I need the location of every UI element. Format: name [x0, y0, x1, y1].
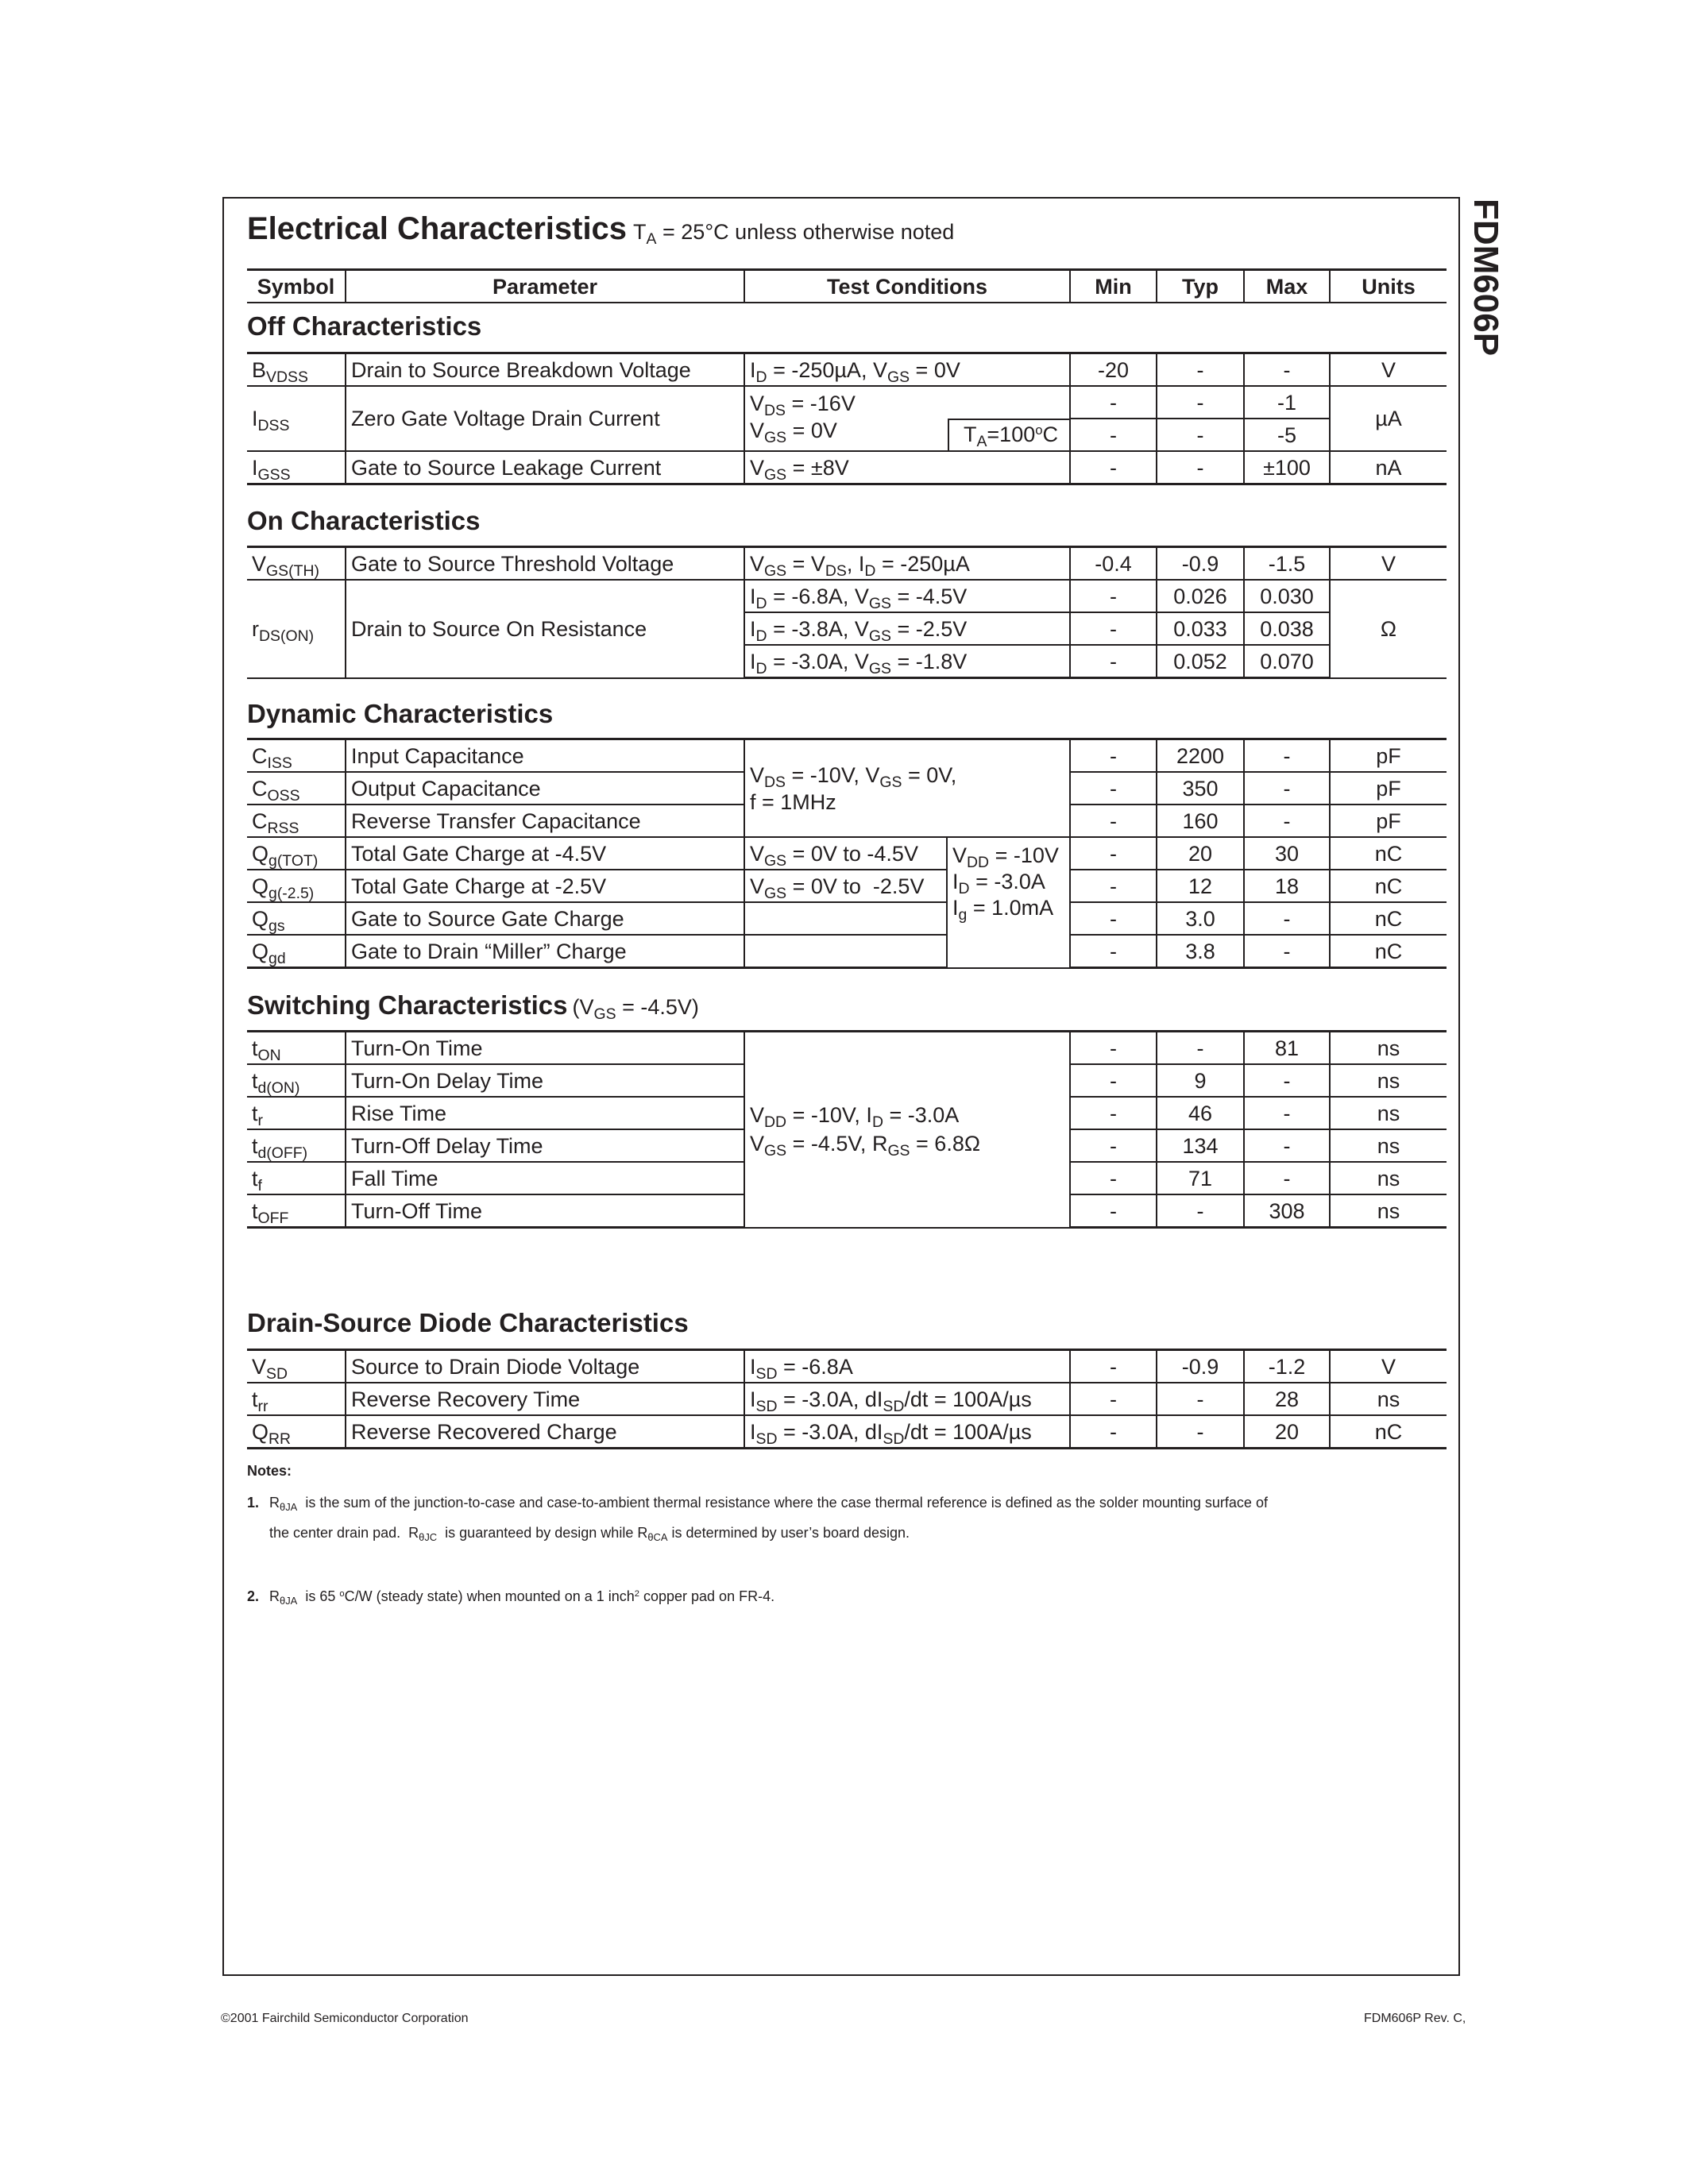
- param-cell: Input Capacitance: [346, 739, 744, 773]
- symbol-cell: $I_{DSS}$: [247, 386, 346, 451]
- unit-cell: nC: [1330, 902, 1447, 935]
- typ-cell: 3.8: [1157, 935, 1244, 968]
- unit-cell: nA: [1330, 451, 1447, 484]
- max-cell: 20: [1244, 1415, 1330, 1449]
- symbol-cell: $t_{rr}$: [247, 1383, 346, 1415]
- header-parameter: Parameter: [346, 270, 744, 303]
- unit-cell: V: [1330, 1350, 1447, 1383]
- unit-cell: nC: [1330, 935, 1447, 968]
- param-cell: Fall Time: [346, 1162, 744, 1194]
- header-table: [247, 268, 1447, 303]
- unit-cell: V: [1330, 547, 1447, 581]
- unit-cell: nC: [1330, 837, 1447, 870]
- unit-cell: ns: [1330, 1162, 1447, 1194]
- min-cell: -: [1070, 870, 1157, 902]
- param-cell: Turn-On Delay Time: [346, 1064, 744, 1097]
- condition-cell: $V_{DD} = -10V$ $I_D = -3.0A$ $I_g = 1.0mA$: [947, 837, 1070, 968]
- symbol-cell: $C_{ISS}$: [247, 739, 346, 773]
- symbol-cell: $Q_{gs}$: [247, 902, 346, 935]
- min-cell: -: [1070, 1162, 1157, 1194]
- typ-cell: 134: [1157, 1129, 1244, 1162]
- max-cell: 0.038: [1244, 612, 1330, 645]
- table-row: [247, 1415, 1447, 1449]
- condition-cell: $V_{DS} = -10V$, $V_{GS} = 0V$, f = 1MHz: [744, 739, 1070, 838]
- unit-cell: ns: [1330, 1064, 1447, 1097]
- min-cell: -0.4: [1070, 547, 1157, 581]
- min-cell: -: [1070, 1350, 1157, 1383]
- condition-cell: $V_{GS} = \pm 8V$: [744, 451, 1070, 484]
- symbol-cell: $t_{ON}$: [247, 1032, 346, 1065]
- max-cell: 308: [1244, 1194, 1330, 1228]
- symbol-cell: $t_{d(OFF)}$: [247, 1129, 346, 1162]
- condition-cell: $V_{DS} = -16V$ $V_{GS} = 0V$ $T_A=100^oC$: [744, 386, 1070, 451]
- typ-cell: -0.9: [1157, 1350, 1244, 1383]
- param-cell: Total Gate Charge at -4.5V: [346, 837, 744, 870]
- max-cell: -: [1244, 353, 1330, 387]
- typ-cell: 350: [1157, 772, 1244, 805]
- min-cell: -: [1070, 805, 1157, 837]
- typ-cell: 160: [1157, 805, 1244, 837]
- min-cell: -: [1070, 451, 1157, 484]
- typ-cell: 0.033: [1157, 612, 1244, 645]
- condition-cell: $V_{DD} = -10V$, $I_D = -3.0A$ $V_{GS} = -4.5V$, $R_{GS} = 6.8\Omega$: [744, 1032, 1070, 1228]
- max-cell: 30: [1244, 837, 1330, 870]
- typ-cell: 46: [1157, 1097, 1244, 1129]
- min-cell: -20: [1070, 353, 1157, 387]
- header-conditions: Test Conditions: [744, 270, 1070, 303]
- condition-cell: $V_{GS} = 0V$ to -4.5V: [744, 837, 947, 870]
- min-cell: -: [1070, 1097, 1157, 1129]
- condition-cell: [744, 935, 947, 968]
- min-cell: -: [1070, 935, 1157, 968]
- table-row: [247, 386, 1447, 419]
- table-row: [247, 837, 1447, 870]
- table-row: [247, 580, 1447, 612]
- side-part-number: FDM606P: [1466, 199, 1505, 357]
- section-diode-title: Drain-Source Diode Characteristics: [247, 1308, 689, 1337]
- max-cell: 0.070: [1244, 645, 1330, 678]
- max-cell: -: [1244, 739, 1330, 773]
- off-table: [247, 352, 1447, 485]
- title-main: Electrical Characteristics: [247, 211, 628, 246]
- symbol-cell: $C_{OSS}$: [247, 772, 346, 805]
- unit-cell: ns: [1330, 1097, 1447, 1129]
- unit-cell: nC: [1330, 1415, 1447, 1449]
- diode-table: [247, 1349, 1447, 1449]
- max-cell: -: [1244, 1064, 1330, 1097]
- max-cell: 81: [1244, 1032, 1330, 1065]
- unit-cell: pF: [1330, 739, 1447, 773]
- typ-cell: -: [1157, 1383, 1244, 1415]
- note-2: 2. $R_{\theta JA}$ is 65 $^o$C/W (steady state) when mounted on a 1 inch$^2$ copper pad on FR-4.: [247, 1588, 775, 1607]
- max-cell: -: [1244, 1097, 1330, 1129]
- max-cell: -: [1244, 772, 1330, 805]
- header-max: Max: [1244, 270, 1330, 303]
- param-cell: Gate to Source Leakage Current: [346, 451, 744, 484]
- condition-cell: [744, 902, 947, 935]
- symbol-cell: $Q_{g(TOT)}$: [247, 837, 346, 870]
- symbol-cell: $B_{VDSS}$: [247, 353, 346, 387]
- max-cell: 28: [1244, 1383, 1330, 1415]
- unit-cell: ns: [1330, 1194, 1447, 1228]
- section-on-title: On Characteristics: [247, 506, 481, 535]
- max-cell: -: [1244, 935, 1330, 968]
- min-cell: -: [1070, 1032, 1157, 1065]
- typ-cell: -: [1157, 451, 1244, 484]
- param-cell: Reverse Transfer Capacitance: [346, 805, 744, 837]
- unit-cell: nC: [1330, 870, 1447, 902]
- typ-cell: -: [1157, 1194, 1244, 1228]
- symbol-cell: $r_{DS(ON)}$: [247, 580, 346, 678]
- typ-cell: -0.9: [1157, 547, 1244, 581]
- symbol-cell: $t_{OFF}$: [247, 1194, 346, 1228]
- table-header-row: [247, 270, 1447, 303]
- unit-cell: pF: [1330, 772, 1447, 805]
- section-off-title: Off Characteristics: [247, 311, 482, 341]
- max-cell: -: [1244, 902, 1330, 935]
- typ-cell: -: [1157, 1415, 1244, 1449]
- table-row: [247, 902, 1447, 935]
- typ-cell: -: [1157, 1032, 1244, 1065]
- typ-cell: 71: [1157, 1162, 1244, 1194]
- min-cell: -: [1070, 1415, 1157, 1449]
- symbol-cell: $C_{RSS}$: [247, 805, 346, 837]
- symbol-cell: $t_{d(ON)}$: [247, 1064, 346, 1097]
- param-cell: Rise Time: [346, 1097, 744, 1129]
- param-cell: Zero Gate Voltage Drain Current: [346, 386, 744, 451]
- table-row: [247, 451, 1447, 484]
- param-cell: Reverse Recovery Time: [346, 1383, 744, 1415]
- symbol-cell: $t_r$: [247, 1097, 346, 1129]
- min-cell: -: [1070, 1129, 1157, 1162]
- header-typ: Typ: [1157, 270, 1244, 303]
- typ-cell: 20: [1157, 837, 1244, 870]
- param-cell: Gate to Source Threshold Voltage: [346, 547, 744, 581]
- on-table: [247, 546, 1447, 679]
- max-cell: -1.2: [1244, 1350, 1330, 1383]
- symbol-cell: $t_f$: [247, 1162, 346, 1194]
- typ-cell: 2200: [1157, 739, 1244, 773]
- param-cell: Total Gate Charge at -2.5V: [346, 870, 744, 902]
- min-cell: -: [1070, 386, 1157, 419]
- param-cell: Drain to Source Breakdown Voltage: [346, 353, 744, 387]
- typ-cell: -: [1157, 386, 1244, 419]
- table-row: [247, 1032, 1447, 1065]
- condition-cell: $I_{SD} = -3.0A$, $dI_{SD}/dt = 100A/\mu s$: [744, 1415, 1070, 1449]
- max-cell: -: [1244, 805, 1330, 837]
- unit-cell: Ω: [1330, 580, 1447, 678]
- footer-copyright: ©2001 Fairchild Semiconductor Corporation: [221, 2012, 469, 2025]
- symbol-cell: $V_{GS(TH)}$: [247, 547, 346, 581]
- min-cell: -: [1070, 1194, 1157, 1228]
- condition-cell: $V_{GS} = 0V$ to -2.5V: [744, 870, 947, 902]
- param-cell: Turn-Off Time: [346, 1194, 744, 1228]
- header-symbol: Symbol: [247, 270, 346, 303]
- condition-cell: $V_{GS} = V_{DS}$, $I_D = -250\mu A$: [744, 547, 1070, 581]
- title-condition: $T_A = 25^\circ C$ unless otherwise noted: [633, 220, 955, 248]
- param-cell: Turn-Off Delay Time: [346, 1129, 744, 1162]
- symbol-cell: $Q_{g(-2.5)}$: [247, 870, 346, 902]
- table-row: [247, 1383, 1447, 1415]
- table-row: [247, 1350, 1447, 1383]
- table-row: [247, 739, 1447, 773]
- param-cell: Gate to Drain “Miller” Charge: [346, 935, 744, 968]
- min-cell: -: [1070, 902, 1157, 935]
- min-cell: -: [1070, 772, 1157, 805]
- param-cell: Drain to Source On Resistance: [346, 580, 744, 678]
- typ-cell: 9: [1157, 1064, 1244, 1097]
- max-cell: 0.030: [1244, 580, 1330, 612]
- min-cell: -: [1070, 419, 1157, 451]
- max-cell: 18: [1244, 870, 1330, 902]
- note-1: 1. $R_{\theta JA}$ is the sum of the junction-to-case and case-to-ambient thermal resistance where the case thermal reference is defined as the solder mounting surface of the center drain pad. $R_{\theta JC}$ is guaranteed by design while $R_{\theta CA}$ is determined by user’s board design.: [247, 1495, 1268, 1543]
- unit-cell: ns: [1330, 1383, 1447, 1415]
- min-cell: -: [1070, 1383, 1157, 1415]
- condition-cell: $I_D = -3.8A$, $V_{GS} = -2.5V$: [744, 612, 1070, 645]
- notes-heading: Notes:: [247, 1463, 292, 1479]
- param-cell: Turn-On Time: [346, 1032, 744, 1065]
- min-cell: -: [1070, 837, 1157, 870]
- footer-revision: FDM606P Rev. C,: [1364, 2012, 1466, 2025]
- min-cell: -: [1070, 739, 1157, 773]
- typ-cell: 3.0: [1157, 902, 1244, 935]
- table-row: [247, 547, 1447, 581]
- typ-cell: 0.026: [1157, 580, 1244, 612]
- page-title: [247, 211, 954, 247]
- symbol-cell: $Q_{gd}$: [247, 935, 346, 968]
- symbol-cell: $Q_{RR}$: [247, 1415, 346, 1449]
- condition-cell: $I_D = -6.8A$, $V_{GS} = -4.5V$: [744, 580, 1070, 612]
- min-cell: -: [1070, 1064, 1157, 1097]
- header-units: Units: [1330, 270, 1447, 303]
- param-cell: Source to Drain Diode Voltage: [346, 1350, 744, 1383]
- condition-cell: $I_{SD} = -3.0A$, $dI_{SD}/dt = 100A/\mu s$: [744, 1383, 1070, 1415]
- max-cell: -: [1244, 1162, 1330, 1194]
- switching-table: [247, 1030, 1447, 1229]
- min-cell: -: [1070, 645, 1157, 678]
- unit-cell: ns: [1330, 1032, 1447, 1065]
- section-dynamic-title: Dynamic Characteristics: [247, 699, 554, 728]
- condition-cell: $I_{SD} = -6.8A$: [744, 1350, 1070, 1383]
- max-cell: -1.5: [1244, 547, 1330, 581]
- unit-cell: V: [1330, 353, 1447, 387]
- max-cell: -1: [1244, 386, 1330, 419]
- table-row: [247, 353, 1447, 387]
- param-cell: Gate to Source Gate Charge: [346, 902, 744, 935]
- condition-cell: $I_D = -3.0A$, $V_{GS} = -1.8V$: [744, 645, 1070, 678]
- max-cell: -5: [1244, 419, 1330, 451]
- table-row: [247, 935, 1447, 968]
- param-cell: Reverse Recovered Charge: [346, 1415, 744, 1449]
- max-cell: -: [1244, 1129, 1330, 1162]
- typ-cell: 0.052: [1157, 645, 1244, 678]
- ta-condition: $T_A=100^oC$: [948, 419, 1070, 450]
- symbol-cell: $V_{SD}$: [247, 1350, 346, 1383]
- dynamic-table: [247, 738, 1447, 969]
- min-cell: -: [1070, 612, 1157, 645]
- param-cell: Output Capacitance: [346, 772, 744, 805]
- symbol-cell: $I_{GSS}$: [247, 451, 346, 484]
- typ-cell: -: [1157, 353, 1244, 387]
- typ-cell: -: [1157, 419, 1244, 451]
- typ-cell: 12: [1157, 870, 1244, 902]
- condition-cell: $I_D = -250\mu A$, $V_{GS} = 0V$: [744, 353, 1070, 387]
- table-row: [247, 870, 1447, 902]
- header-min: Min: [1070, 270, 1157, 303]
- min-cell: -: [1070, 580, 1157, 612]
- unit-cell: µA: [1330, 386, 1447, 451]
- unit-cell: ns: [1330, 1129, 1447, 1162]
- section-switching-title: Switching Characteristics $(V_{GS} = -4.5V)$: [247, 990, 699, 1023]
- unit-cell: pF: [1330, 805, 1447, 837]
- max-cell: ±100: [1244, 451, 1330, 484]
